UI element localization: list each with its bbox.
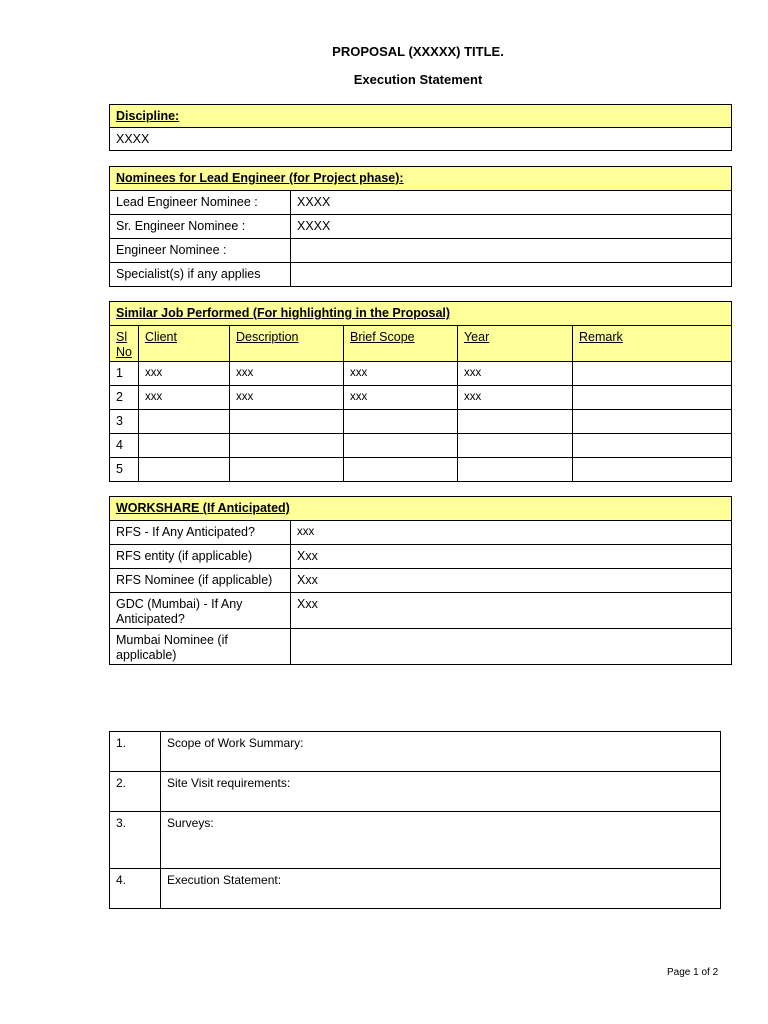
cell-year — [457, 434, 572, 458]
workshare-label: RFS Nominee (if applicable) — [110, 569, 291, 593]
nominee-row — [110, 191, 732, 215]
summary-number: 3. — [110, 812, 161, 869]
workshare-row — [110, 593, 732, 629]
nominee-label: Lead Engineer Nominee : — [110, 191, 291, 215]
col-header-sl-no: Sl No — [110, 326, 139, 362]
summary-row — [110, 732, 721, 772]
workshare-value: xxx — [291, 521, 732, 545]
summary-label: Execution Statement: — [161, 869, 721, 909]
nominee-label: Specialist(s) if any applies — [110, 263, 291, 287]
nominee-row — [110, 263, 732, 287]
workshare-value: Xxx — [291, 545, 732, 569]
summary-table — [109, 731, 721, 909]
col-header-client: Client — [138, 326, 229, 362]
summary-number: 4. — [110, 869, 161, 909]
table-row — [110, 458, 732, 482]
cell-brief-scope: xxx — [343, 362, 457, 386]
nominees-heading: Nominees for Lead Engineer (for Project phase): — [110, 167, 732, 191]
nominee-value: XXXX — [291, 191, 732, 215]
cell-client: xxx — [138, 386, 229, 410]
nominee-value — [291, 263, 732, 287]
cell-remark — [572, 434, 731, 458]
summary-row — [110, 869, 721, 909]
cell-description — [229, 410, 343, 434]
workshare-value: Xxx — [291, 569, 732, 593]
nominee-row — [110, 215, 732, 239]
table-row — [110, 362, 732, 386]
workshare-value: Xxx — [291, 593, 732, 629]
cell-brief-scope: xxx — [343, 386, 457, 410]
cell-remark — [572, 410, 731, 434]
table-row — [110, 434, 732, 458]
discipline-value: XXXX — [110, 128, 732, 151]
cell-client — [138, 410, 229, 434]
nominee-value — [291, 239, 732, 263]
summary-number: 2. — [110, 772, 161, 812]
cell-year — [457, 410, 572, 434]
cell-client — [138, 458, 229, 482]
cell-sl-no: 2 — [110, 386, 139, 410]
col-header-brief-scope: Brief Scope — [343, 326, 457, 362]
cell-sl-no: 4 — [110, 434, 139, 458]
cell-description: xxx — [229, 362, 343, 386]
workshare-label: RFS - If Any Anticipated? — [110, 521, 291, 545]
workshare-heading: WORKSHARE (If Anticipated) — [110, 497, 732, 521]
workshare-table — [109, 496, 732, 665]
workshare-row — [110, 629, 732, 665]
cell-brief-scope — [343, 458, 457, 482]
workshare-label: RFS entity (if applicable) — [110, 545, 291, 569]
workshare-row — [110, 545, 732, 569]
proposal-title: PROPOSAL (XXXXX) TITLE. — [332, 44, 504, 59]
similar-jobs-header-row — [110, 326, 732, 362]
summary-label: Scope of Work Summary: — [161, 732, 721, 772]
similar-jobs-table — [109, 301, 732, 482]
workshare-label: GDC (Mumbai) - If Any Anticipated? — [110, 593, 291, 629]
cell-remark — [572, 386, 731, 410]
cell-brief-scope — [343, 410, 457, 434]
cell-remark — [572, 362, 731, 386]
summary-row — [110, 772, 721, 812]
cell-description — [229, 434, 343, 458]
table-row — [110, 410, 732, 434]
cell-sl-no: 1 — [110, 362, 139, 386]
col-header-remark: Remark — [572, 326, 731, 362]
cell-year: xxx — [457, 386, 572, 410]
table-row — [110, 386, 732, 410]
col-header-year: Year — [457, 326, 572, 362]
similar-jobs-heading: Similar Job Performed (For highlighting in the Proposal) — [110, 302, 732, 326]
nominee-row — [110, 239, 732, 263]
cell-description — [229, 458, 343, 482]
workshare-row — [110, 521, 732, 545]
summary-row — [110, 812, 721, 869]
cell-client: xxx — [138, 362, 229, 386]
nominee-value: XXXX — [291, 215, 732, 239]
cell-brief-scope — [343, 434, 457, 458]
summary-number: 1. — [110, 732, 161, 772]
nominee-label: Engineer Nominee : — [110, 239, 291, 263]
discipline-table — [109, 104, 732, 151]
cell-client — [138, 434, 229, 458]
discipline-heading: Discipline: — [110, 105, 732, 128]
workshare-label: Mumbai Nominee (if applicable) — [110, 629, 291, 665]
document-subtitle: Execution Statement — [353, 72, 483, 87]
nominee-label: Sr. Engineer Nominee : — [110, 215, 291, 239]
workshare-row — [110, 569, 732, 593]
cell-sl-no: 5 — [110, 458, 139, 482]
summary-label: Surveys: — [161, 812, 721, 869]
nominees-table — [109, 166, 732, 287]
summary-label: Site Visit requirements: — [161, 772, 721, 812]
cell-year — [457, 458, 572, 482]
cell-remark — [572, 458, 731, 482]
col-header-description: Description — [229, 326, 343, 362]
page-number: Page 1 of 2 — [667, 967, 719, 978]
cell-sl-no: 3 — [110, 410, 139, 434]
cell-description: xxx — [229, 386, 343, 410]
cell-year: xxx — [457, 362, 572, 386]
workshare-value — [291, 629, 732, 665]
